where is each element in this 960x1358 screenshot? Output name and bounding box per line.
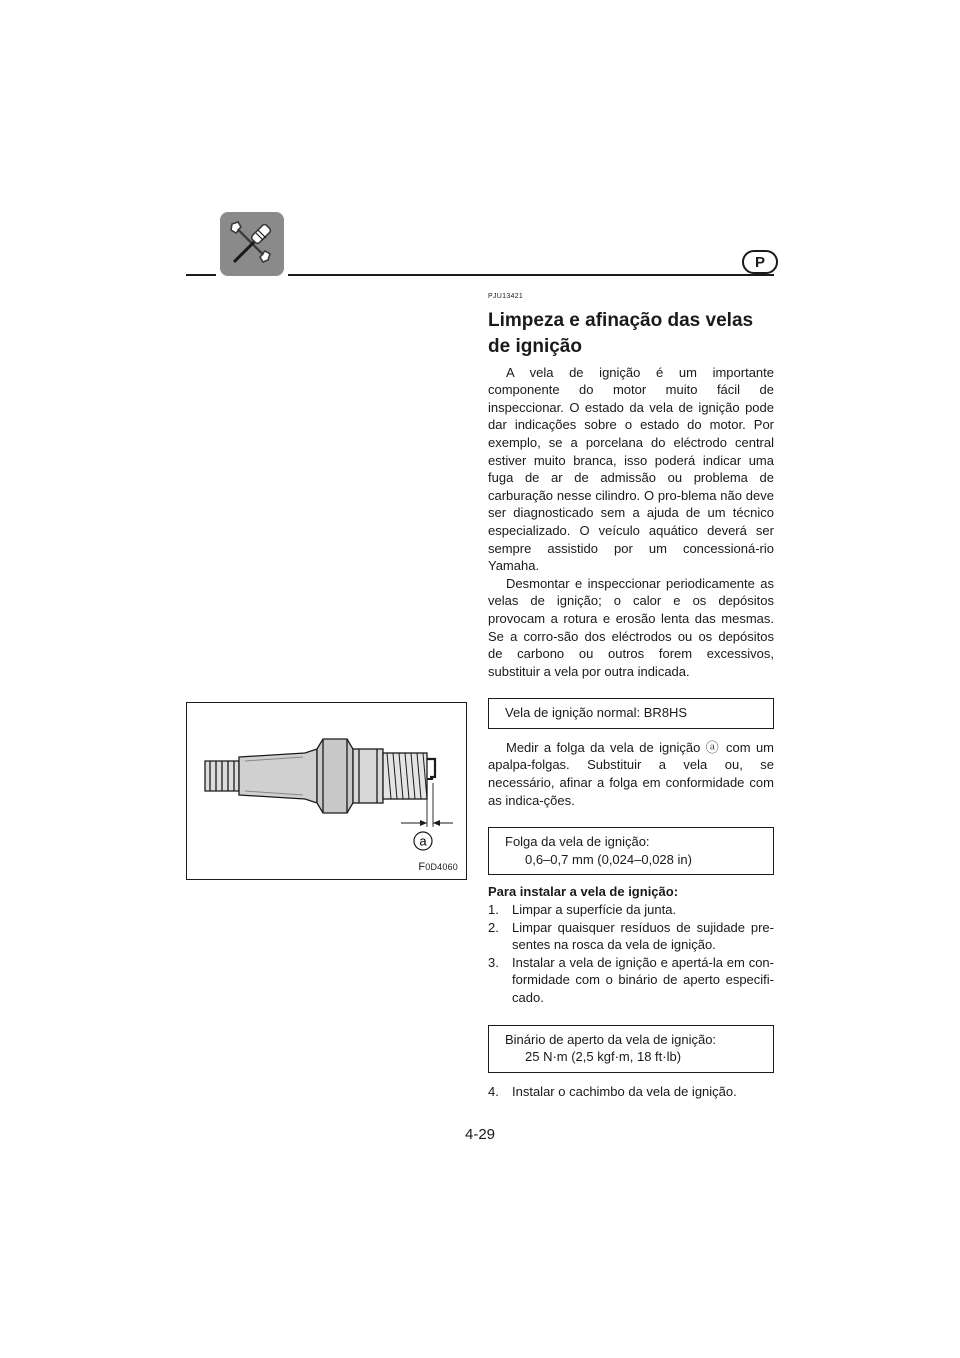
section-code: PJU13421 <box>488 293 524 300</box>
intro-paragraph: A vela de ignição é um importante componente do motor muito fácil de inspeccionar. O estado da vela de ignição pode dar indicações sobre o estado do motor. Por exemplo, se a porcelana do eléctrodo central estiver muito branca, isso poderá indicar uma fuga de ar de admissão ou problema de carburação nesse cilindro. O pro-blema não deve ser diagnosticado sem a ajuda de um técnico especializado. O veículo aquático deverá ser sempre assistido por um concessioná-rio Yamaha. <box>488 364 774 574</box>
install-steps <box>488 901 774 1007</box>
spark-plug-figure <box>186 702 467 880</box>
step-number: 4. <box>488 1083 499 1099</box>
spec-box-gap <box>488 827 774 875</box>
spec-torque-label: Binário de aperto da vela de ignição: <box>505 1031 717 1047</box>
page-number: 4-29 <box>464 1126 496 1143</box>
step-text: Instalar o cachimbo da vela de ignição. <box>512 1083 737 1099</box>
spec-box-torque <box>488 1025 774 1073</box>
inspection-paragraph: Desmontar e inspeccionar periodicamente as velas de ignição; o calor e os depósitos provocam a rotura e erosão lenta das mesmas. Se a corro-são dos eléctrodos ou os depósitos de carbono ou outros forem excessivos, substituir a vela por outra indicada. <box>488 575 774 679</box>
install-steps-continued <box>488 1083 774 1101</box>
maintenance-tools-icon <box>220 212 284 276</box>
spec-gap-value: 0,6–0,7 mm (0,024–0,028 in) <box>525 851 692 867</box>
step-number: 3. <box>488 954 499 970</box>
install-heading: Para instalar a vela de ignição: <box>488 884 679 900</box>
section-title: Limpeza e afinação das velas de ignição <box>488 309 754 357</box>
list-item <box>488 954 774 1007</box>
spec-plug-text: Vela de ignição normal: BR8HS <box>505 705 688 721</box>
spec-torque-value: 25 N·m (2,5 kgf·m, 18 ft·lb) <box>525 1049 682 1065</box>
figure-code-rest: 0D4060 <box>425 862 458 872</box>
step-number: 1. <box>488 902 499 918</box>
step-text: Instalar a vela de ignição e apertá-la em con-formidade com o binário de aperto especifi-cado. <box>512 954 774 1005</box>
list-item <box>488 901 774 919</box>
header-rule-left <box>186 274 216 276</box>
figure-code-prefix: F <box>418 861 426 873</box>
spec-box-plug <box>488 698 774 729</box>
step-number: 2. <box>488 919 499 935</box>
list-item <box>488 1083 774 1101</box>
callout-label: a <box>419 833 427 849</box>
list-item <box>488 919 774 954</box>
language-badge: P <box>742 250 778 274</box>
spark-plug-illustration <box>187 703 465 878</box>
gap-paragraph: Medir a folga da vela de ignição ⓐ com um apalpa-folgas. Substituir a vela ou, se necessário, afinar a folga em conformidade com as indica-ções. <box>488 739 774 808</box>
step-text: Limpar quaisquer resíduos de sujidade pre-sentes na rosca da vela de ignição. <box>512 919 774 953</box>
step-text: Limpar a superfície da junta. <box>512 902 677 918</box>
figure-code <box>418 861 458 873</box>
spec-gap-label: Folga da vela de ignição: <box>505 834 650 850</box>
header-rule-right <box>288 274 774 276</box>
main-content <box>488 286 774 1100</box>
